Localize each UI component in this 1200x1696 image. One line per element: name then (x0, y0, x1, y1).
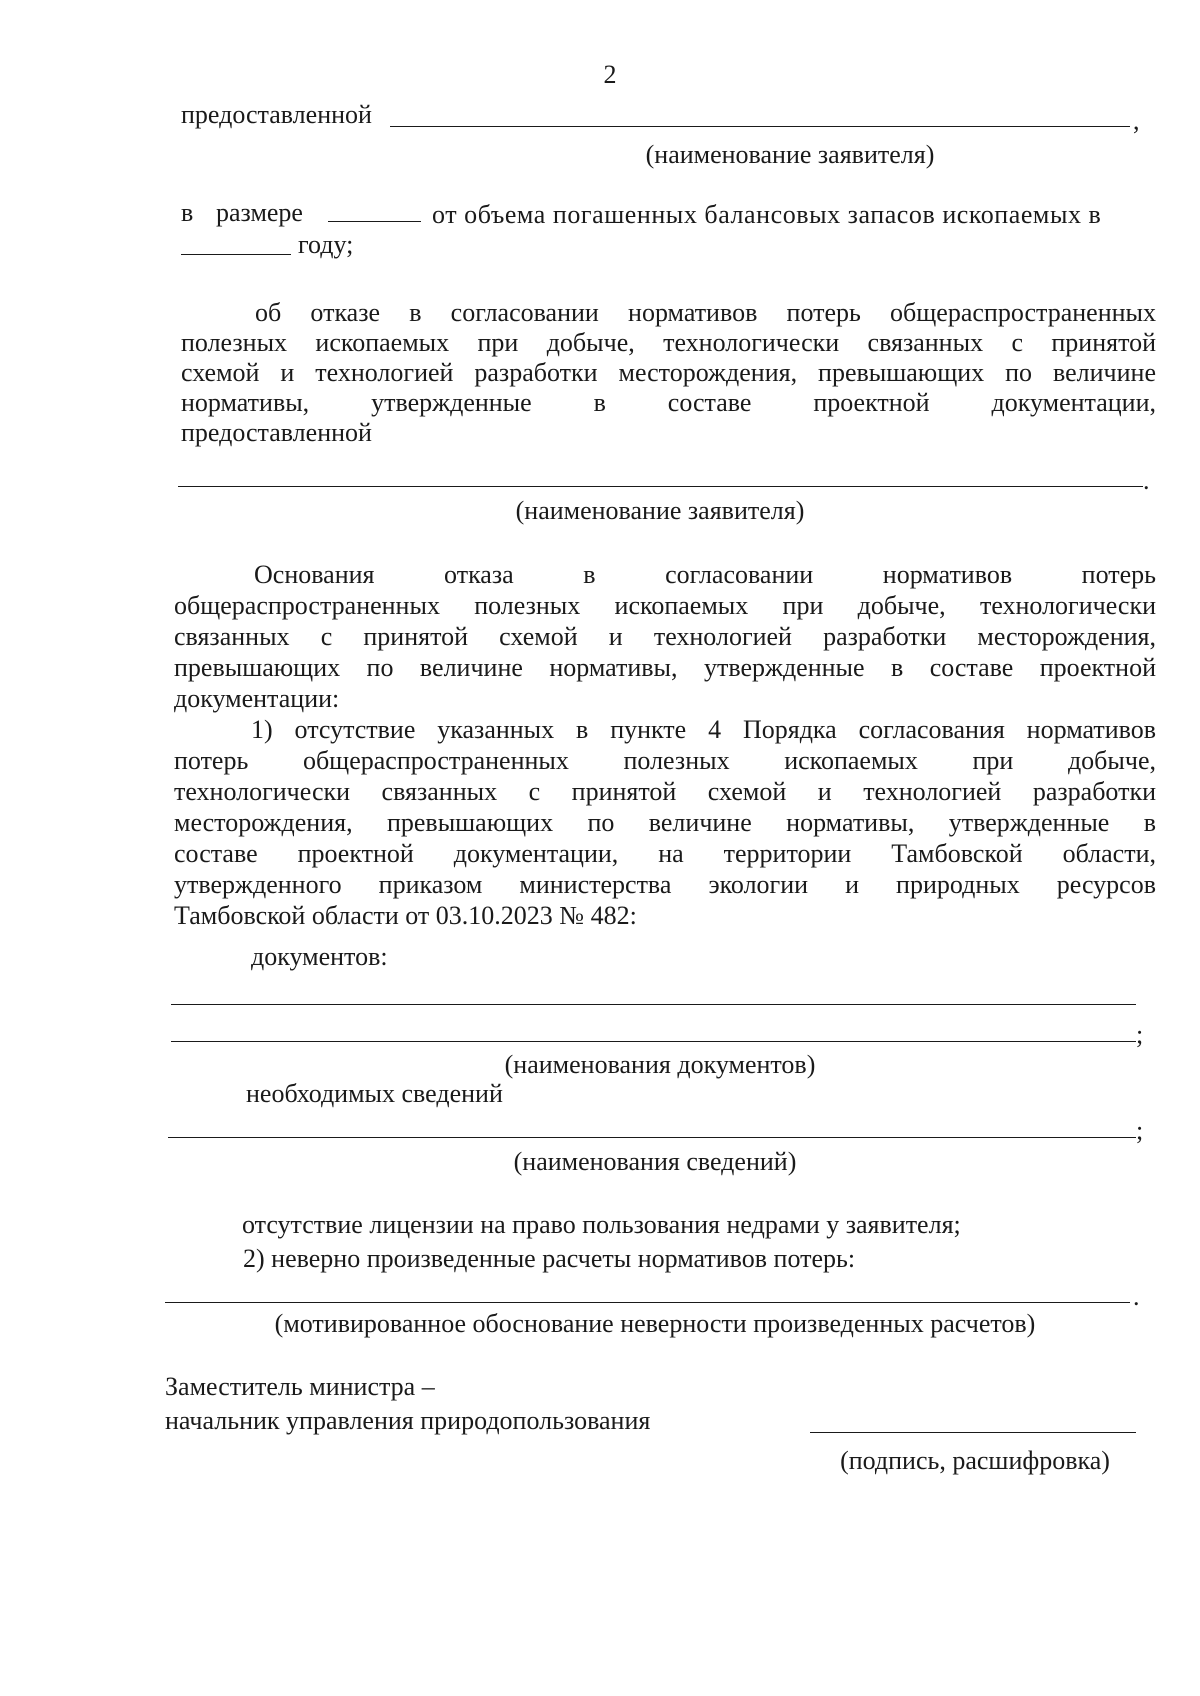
grounds-line: связанных с принятой схемой и технологией разработки месторождения, (174, 622, 1156, 651)
documents-caption: (наименования документов) (504, 1050, 816, 1079)
grounds-line: Основания отказа в согласовании нормативов потерь (254, 560, 1156, 589)
year-label: году; (298, 230, 354, 259)
info-caption: (наименования сведений) (513, 1147, 797, 1176)
applicant-line-period: . (1143, 466, 1150, 495)
signature-line (810, 1432, 1136, 1433)
year-blank-line (181, 254, 291, 255)
refusal-line: полезных ископаемых при добыче, технологически связанных с принятой (181, 328, 1156, 357)
grounds-line: составе проектной документации, на территории Тамбовской области, (174, 839, 1156, 868)
grounds-line: утвержденного приказом министерства экологии и природных ресурсов (174, 870, 1156, 899)
documents-line-semicolon: ; (1136, 1020, 1144, 1049)
provided-by-label: предоставленной (181, 100, 372, 129)
wrong-calc-item: 2) неверно произведенные расчеты нормативов потерь: (243, 1244, 856, 1273)
no-license-item: отсутствие лицензии на право пользования недрами у заявителя; (242, 1210, 961, 1239)
wrong-calc-line (165, 1302, 1130, 1303)
grounds-line: документации: (174, 684, 340, 713)
info-line-semicolon: ; (1136, 1116, 1144, 1145)
department-head-title: начальник управления природопользования (165, 1406, 651, 1435)
applicant-caption: (наименование заявителя) (645, 140, 935, 169)
grounds-line: превышающих по величине нормативы, утвержденные в составе проектной (174, 653, 1156, 682)
grounds-line: 1) отсутствие указанных в пункте 4 Порядка согласования нормативов (251, 715, 1156, 744)
wrong-calc-caption: (мотивированное обоснование неверности произведенных расчетов) (274, 1309, 1036, 1338)
documents-line-2 (171, 1041, 1136, 1042)
grounds-line: месторождения, превышающих по величине нормативы, утвержденные в (174, 808, 1156, 837)
info-line (168, 1137, 1136, 1138)
grounds-line: потерь общераспространенных полезных ископаемых при добыче, (174, 746, 1156, 775)
size-description: от объема погашенных балансовых запасов ископаемых в (432, 200, 1102, 229)
size-prep: в (181, 198, 194, 227)
wrong-calc-period: . (1133, 1282, 1140, 1311)
refusal-line: схемой и технологией разработки месторождения, превышающих по величине (181, 358, 1156, 387)
documents-line-1 (171, 1004, 1136, 1005)
refusal-line: об отказе в согласовании нормативов потерь общераспространенных (255, 298, 1156, 327)
size-label: размере (216, 198, 303, 227)
info-label: необходимых сведений (246, 1079, 503, 1108)
applicant-name-line-2 (178, 486, 1143, 487)
applicant-line-comma: , (1133, 106, 1140, 135)
grounds-line: общераспространенных полезных ископаемых при добыче, технологически (174, 591, 1156, 620)
applicant-name-line (390, 126, 1130, 127)
documents-label: документов: (251, 942, 388, 971)
refusal-paragraph (181, 298, 1156, 448)
grounds-line: технологически связанных с принятой схемой и технологией разработки (174, 777, 1156, 806)
refusal-line: нормативы, утвержденные в составе проектной документации, (181, 388, 1156, 417)
signature-caption: (подпись, расшифровка) (840, 1446, 1110, 1475)
size-blank-line (328, 221, 421, 222)
page-number: 2 (603, 60, 617, 89)
grounds-line: Тамбовской области от 03.10.2023 № 482: (174, 901, 637, 930)
refusal-line: предоставленной (181, 418, 372, 447)
deputy-minister-title: Заместитель министра – (165, 1372, 435, 1401)
applicant-caption-2: (наименование заявителя) (515, 496, 805, 525)
grounds-paragraph (174, 559, 1156, 931)
